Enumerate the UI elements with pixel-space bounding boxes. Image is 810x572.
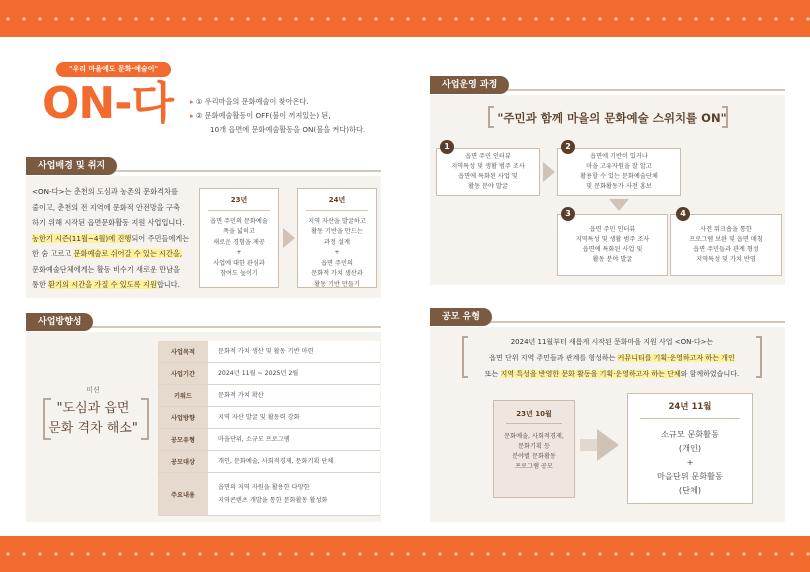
bullet-icon: ▸ <box>190 111 194 120</box>
quote-bracket-left <box>488 106 494 128</box>
intro-line-3: 10개 읍면에 문화예술활동을 ON(불을 켜다)하다. <box>210 125 366 134</box>
intro-text-2: ② 문화예술활동이 OFF(불이 꺼져있는) 된, <box>195 111 331 120</box>
process-step-4: 사전 워크숍을 통한 프로그램 보완 및 읍면 매칭 읍면 주민들과 관계 형성 지역특성 및 가치 반영 <box>670 214 782 276</box>
arrow-body <box>580 439 598 451</box>
mission-label: 미션 <box>86 386 100 394</box>
mission-text: "도심과 읍면 문화 격차 해소" <box>48 401 138 436</box>
table-row: 사업방향 지역 자산 발굴 및 활동력 강화 <box>158 407 380 429</box>
table-row: 키워드 문화적 가치 확산 <box>158 385 380 407</box>
step-number-2: 2 <box>561 140 575 154</box>
card-23: 23년 읍면 주민의 문화예술 폭을 넓히고 새로운 경험을 제공 + 사업에 대한 관심과 참여도 높이기 <box>199 188 279 288</box>
recruit-text: 2024년 11월부터 새롭게 시작된 문화마을 지원 사업 <ON-다>는 읍면 단위 지역 주민들과 관계를 형성하는 커뮤니티를 기획·운영하고자 하는 개인 또는 지역 특성을 반영한 문화 활동을 기획·운영하고자 하는 단체와 함께하였습니다. <box>484 338 740 378</box>
background-text: <ON-다>는 춘천의 도심과 농촌의 문화격차를 줄이고, 춘천의 전 지역에 문화적 안전망을 구축 하기 위해 시작된 읍면문화활동 지원 사업입니다. 농한기 시즌(11월~4월)에 진행되어 주민들에게는 한 숨 고르고 문화예술로 쉬어갈 수 있는 시간을, 문화예술단체에게는 활동 비수기 새로운 만남을 통한 환기의 시간을 가질 수 있도록 지원합니다. <box>32 187 190 289</box>
step-number-4: 4 <box>676 207 690 221</box>
arrow-down-icon <box>609 199 629 211</box>
bullet-icon: ▸ <box>190 97 194 106</box>
arrow-right-icon <box>597 429 619 461</box>
logo-word: ON-다 <box>42 78 173 129</box>
quote-bracket-right <box>722 106 728 128</box>
table-row: 공모대상 개인, 문화예술, 사회적경제, 문화기획 단체 <box>158 451 380 473</box>
process-step-1: 읍면 주민 인터뷰 지역특성 및 생활 범주 조사 읍면에 특화된 사업 및 활동 분야 발굴 <box>436 148 540 196</box>
intro-text-1: ① 우리마을의 문화예술이 찾아온다. <box>195 97 309 106</box>
step-number-3: 3 <box>561 207 575 221</box>
recruit-box-23: 23년 10월 문화예술, 사회적경제, 문화기획 등 분야별 문화활동 프로그램 공모 <box>493 400 575 498</box>
table-row: 사업기간 2024년 11월 ~ 2025년 2월 <box>158 363 380 385</box>
section-title-recruit: 공모 유형 <box>430 308 492 326</box>
section-title-background: 사업배경 및 취지 <box>26 157 117 175</box>
logo-ribbon: "우리 마을에도 문화·예술이" <box>56 62 171 77</box>
table-row: 공모유형 마을단위, 소규모 프로그램 <box>158 429 380 451</box>
process-step-2: 읍면에 기반이 있거나 마을 고유자원을 잘 알고 활용할 수 있는 문화예술단체 및 문화활동가 사전 홍보 <box>557 148 681 196</box>
bottom-band <box>0 536 810 572</box>
intro-line-1 <box>190 97 309 107</box>
info-table <box>158 341 380 516</box>
recruit-box-24: 24년 11월 소규모 문화활동 (개인) + 마을단위 문화활동 (단체) <box>627 393 753 504</box>
arrow-right-icon <box>543 162 555 182</box>
recruit-bracket-right <box>756 336 762 378</box>
table-row: 사업목적 문화적 가치 생산 및 활동 기반 마련 <box>158 341 380 363</box>
process-quote: "주민과 함께 마을의 문화예술 스위치를 ON" <box>497 111 727 125</box>
step-number-1: 1 <box>440 140 454 154</box>
process-step-3: 읍면 주민 인터뷰 지역특성 및 생활 범주 조사 읍면에 특화된 사업 및 활동 분야 발굴 <box>557 214 668 276</box>
intro-line-2 <box>190 111 331 121</box>
card-24: 24년 지역 자산을 발굴하고 활동 기반을 만드는 과정 설계 + 읍면 주민의 문화적 가치 생산과 활동 기반 만들기 <box>297 188 377 288</box>
section-title-process: 사업운영 과정 <box>430 76 509 94</box>
table-row: 주요내용 읍면의 지역 자원을 활용한 다양한 지역콘텐츠 개발을 통한 문화활동 활성화 <box>158 473 380 516</box>
bracket-right <box>141 398 149 440</box>
section-title-direction: 사업방향성 <box>26 313 93 331</box>
top-band <box>0 0 810 37</box>
arrow-right-icon <box>283 228 295 248</box>
